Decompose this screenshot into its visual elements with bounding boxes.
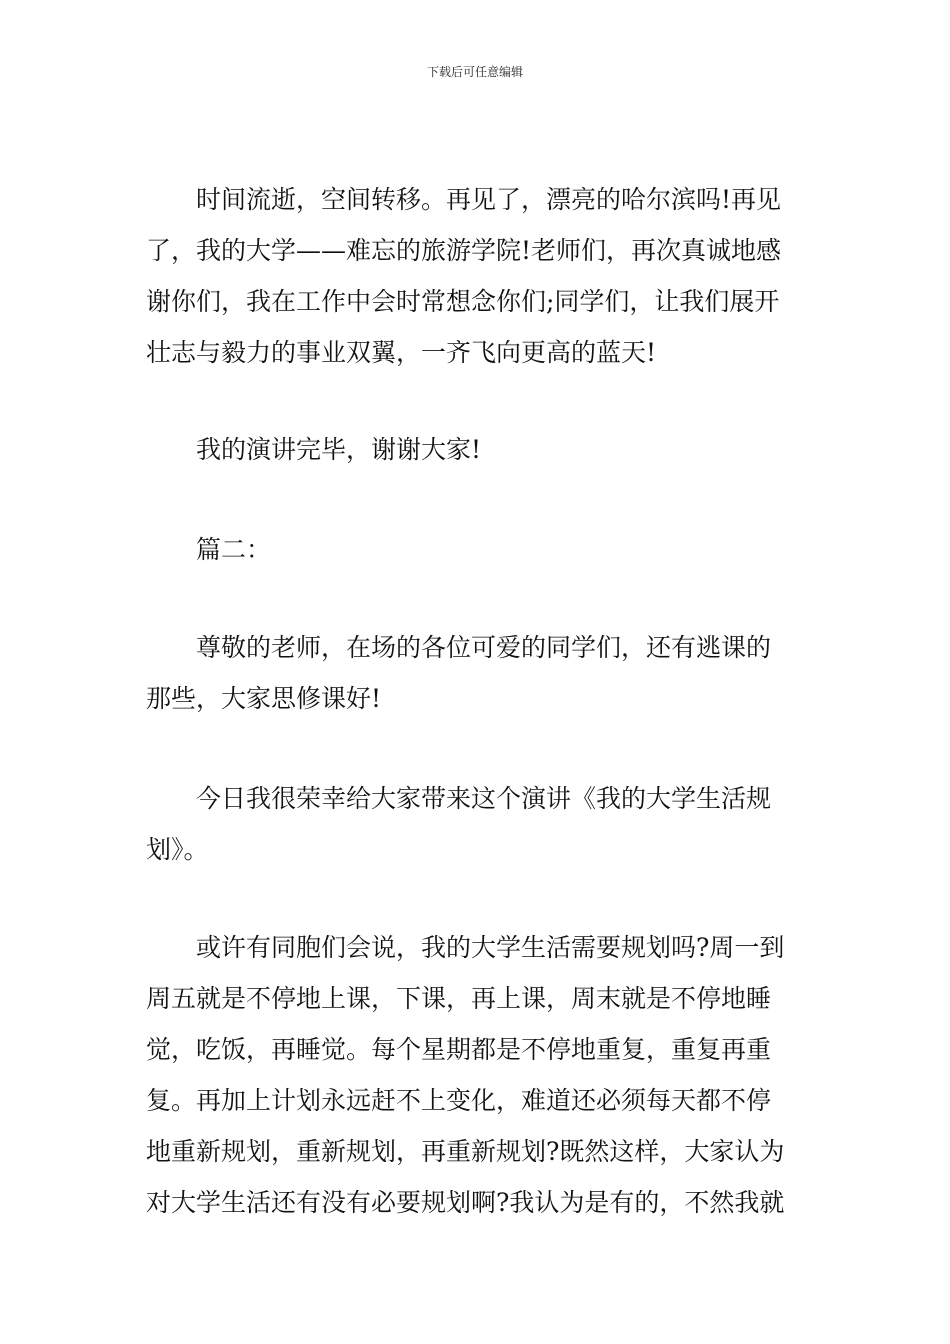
text-line: 地重新规划，重新规划，再重新规划?既然这样，大家认为 [146,1137,785,1166]
text-line: 我的演讲完毕，谢谢大家! [196,435,482,464]
text-line: 划》。 [146,835,209,864]
text-line: 今日我很荣幸给大家带来这个演讲《我的大学生活规 [196,784,772,813]
page-header: 下载后可任意编辑 [426,65,523,79]
text-line: 觉，吃饭，再睡觉。每个星期都是不停地重复，重复再重 [146,1035,772,1064]
text-line: 那些，大家思修课好! [146,684,382,713]
text-line: 对大学生活还有没有必要规划啊?我认为是有的，不然我就 [146,1188,785,1217]
text-line: 谢你们，我在工作中会时常想念你们;同学们，让我们展开 [146,287,780,316]
paragraph-body [146,922,810,1228]
text-line: 尊敬的老师，在场的各位可爱的同学们，还有逃课的 [196,633,772,662]
text-line: 篇二： [196,535,272,564]
paragraph-greeting [146,622,810,724]
paragraph-farewell [146,174,810,378]
paragraph-intro [146,773,810,875]
text-line: 复。再加上计划永远赶不上变化，难道还必须每天都不停 [146,1086,772,1115]
text-line: 周五就是不停地上课，下课，再上课，周末就是不停地睡 [146,984,772,1013]
section-heading [146,524,810,575]
text-line: 壮志与毅力的事业双翼，一齐飞向更高的蓝天! [146,338,657,367]
text-line: 了，我的大学——难忘的旅游学院!老师们，再次真诚地感 [146,236,782,265]
paragraph-closing [146,424,810,475]
text-line: 时间流逝，空间转移。再见了，漂亮的哈尔滨吗!再见 [196,185,782,214]
text-line: 或许有同胞们会说，我的大学生活需要规划吗?周一到 [196,933,785,962]
